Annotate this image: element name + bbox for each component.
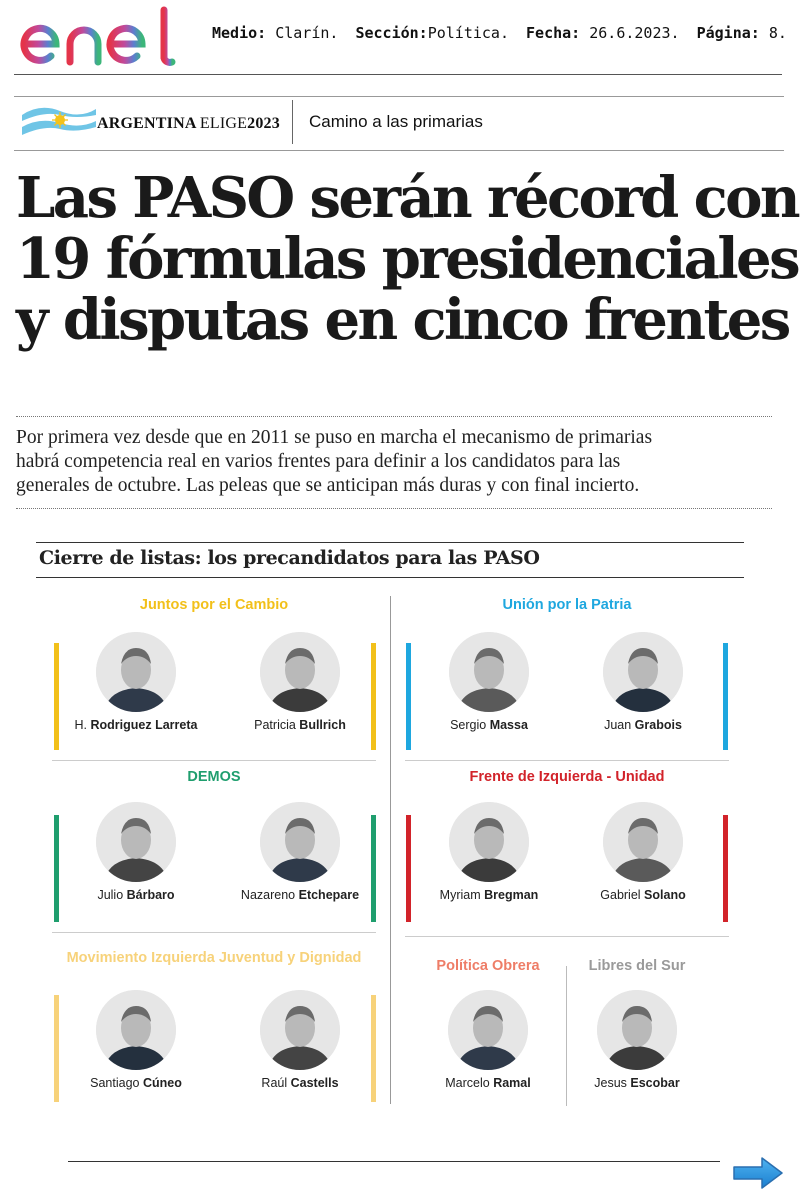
candidate-name — [200, 1076, 400, 1090]
arrow-right-icon[interactable] — [732, 1156, 784, 1190]
meta-label-pagina: Página: — [696, 24, 760, 42]
candidate-last-name: Castells — [290, 1076, 339, 1090]
candidate-last-name: Cúneo — [142, 1076, 182, 1090]
candidate-last-name: Ramal — [493, 1076, 531, 1090]
candidate-photo — [597, 990, 677, 1070]
candidate-first-name: Jesus — [594, 1076, 631, 1090]
candidate-last-name: Bárbaro — [126, 888, 175, 902]
band-separator — [292, 100, 293, 144]
candidate-last-name: Solano — [644, 888, 686, 902]
headline-line: Las PASO serán récord con — [16, 165, 798, 231]
party-color-bar — [723, 643, 728, 750]
band-bottom-rule — [14, 150, 784, 151]
headline-line: 19 fórmulas presidenciales — [16, 226, 798, 292]
candidate-first-name: Gabriel — [600, 888, 645, 902]
lead-paragraph — [16, 426, 776, 498]
party-color-bar — [371, 815, 376, 922]
candidate-last-name: Bullrich — [299, 718, 346, 732]
candidate-first-name: Santiago — [90, 1076, 143, 1090]
meta-value-fecha: 26.6.2023. — [589, 24, 680, 42]
candidate-last-name: Escobar — [630, 1076, 680, 1090]
kicker-elige: ELIGE — [199, 115, 248, 132]
candidate-last-name: Massa — [489, 718, 528, 732]
candidate-name — [543, 888, 743, 902]
party-color-bar — [723, 815, 728, 922]
headline — [16, 165, 798, 353]
candidate-name — [200, 718, 400, 732]
band-top-rule — [14, 96, 784, 97]
candidate-last-name: Etchepare — [298, 888, 360, 902]
row-divider — [52, 932, 376, 933]
party-name: Movimiento Izquierda Juventud y Dignidad — [66, 950, 362, 966]
meta-label-seccion: Sección: — [355, 24, 428, 42]
party-color-bar — [371, 643, 376, 750]
kicker-argentina: ARGENTINA — [97, 115, 196, 132]
lead-line: habrá competencia real en varios frentes para definir a los candidatos para las — [16, 451, 621, 472]
party-name: Política Obrera — [436, 958, 540, 974]
row-divider — [405, 936, 729, 937]
candidate-photo — [449, 802, 529, 882]
section-label: Camino a las primarias — [309, 112, 483, 131]
party-color-bar — [406, 643, 411, 750]
header-divider — [14, 74, 782, 75]
footer-rule — [68, 1161, 720, 1162]
candidate-name — [537, 1076, 737, 1090]
candidate-first-name: Sergio — [450, 718, 490, 732]
column-divider — [390, 596, 391, 1104]
party-color-bar — [406, 815, 411, 922]
candidate-photo — [260, 802, 340, 882]
infographic-title-rule — [36, 577, 744, 578]
infographic-title: Cierre de listas: los precandidatos para las PASO — [39, 547, 540, 569]
party-color-bar — [54, 643, 59, 750]
enel-logo — [18, 4, 180, 68]
candidate-photo — [603, 802, 683, 882]
candidate-first-name: Raúl — [261, 1076, 291, 1090]
candidate-first-name: Patricia — [254, 718, 300, 732]
section-kicker — [97, 115, 280, 133]
lead-top-rule — [16, 416, 772, 417]
candidate-last-name: Grabois — [634, 718, 682, 732]
kicker-year: 2023 — [247, 115, 280, 132]
candidate-photo — [448, 990, 528, 1070]
meta-value-seccion: Política. — [427, 24, 509, 42]
meta-value-medio: Clarín. — [275, 24, 339, 42]
candidate-photo — [96, 802, 176, 882]
candidate-first-name: Juan — [604, 718, 635, 732]
candidate-name — [543, 718, 743, 732]
candidate-first-name: Marcelo — [445, 1076, 494, 1090]
headline-line: y disputas en cinco frentes — [16, 287, 789, 353]
candidate-photo — [260, 990, 340, 1070]
candidate-photo — [96, 990, 176, 1070]
infographic-top-rule — [36, 542, 744, 543]
candidate-name — [200, 888, 400, 902]
candidate-first-name: Julio — [97, 888, 127, 902]
party-name: Unión por la Patria — [502, 597, 632, 613]
lead-bottom-rule — [16, 508, 772, 509]
lead-line: Por primera vez desde que en 2011 se puso en marcha el mecanismo de primarias — [16, 427, 653, 448]
meta-label-fecha: Fecha: — [526, 24, 581, 42]
meta-label-medio: Medio: — [212, 24, 267, 42]
candidate-photo — [260, 632, 340, 712]
candidate-photo — [603, 632, 683, 712]
row-divider — [405, 760, 729, 761]
press-clipping-meta — [212, 24, 787, 42]
argentina-flag-emblem — [20, 103, 98, 137]
lead-line: generales de octubre. Las peleas que se anticipan más duras y con final incierto. — [16, 475, 640, 496]
row-divider — [52, 760, 376, 761]
party-color-bar — [54, 815, 59, 922]
party-name: Juntos por el Cambio — [139, 597, 289, 613]
meta-value-pagina: 8. — [768, 24, 787, 42]
candidate-photo — [96, 632, 176, 712]
party-name: Libres del Sur — [588, 958, 686, 974]
candidate-photo — [449, 632, 529, 712]
candidate-first-name: Myriam — [439, 888, 485, 902]
candidate-last-name: Bregman — [484, 888, 539, 902]
party-name: Frente de Izquierda - Unidad — [469, 769, 665, 785]
party-name: DEMOS — [187, 769, 241, 785]
candidate-last-name: Rodriguez Larreta — [90, 718, 198, 732]
candidate-first-name: H. — [74, 718, 91, 732]
candidate-first-name: Nazareno — [240, 888, 299, 902]
